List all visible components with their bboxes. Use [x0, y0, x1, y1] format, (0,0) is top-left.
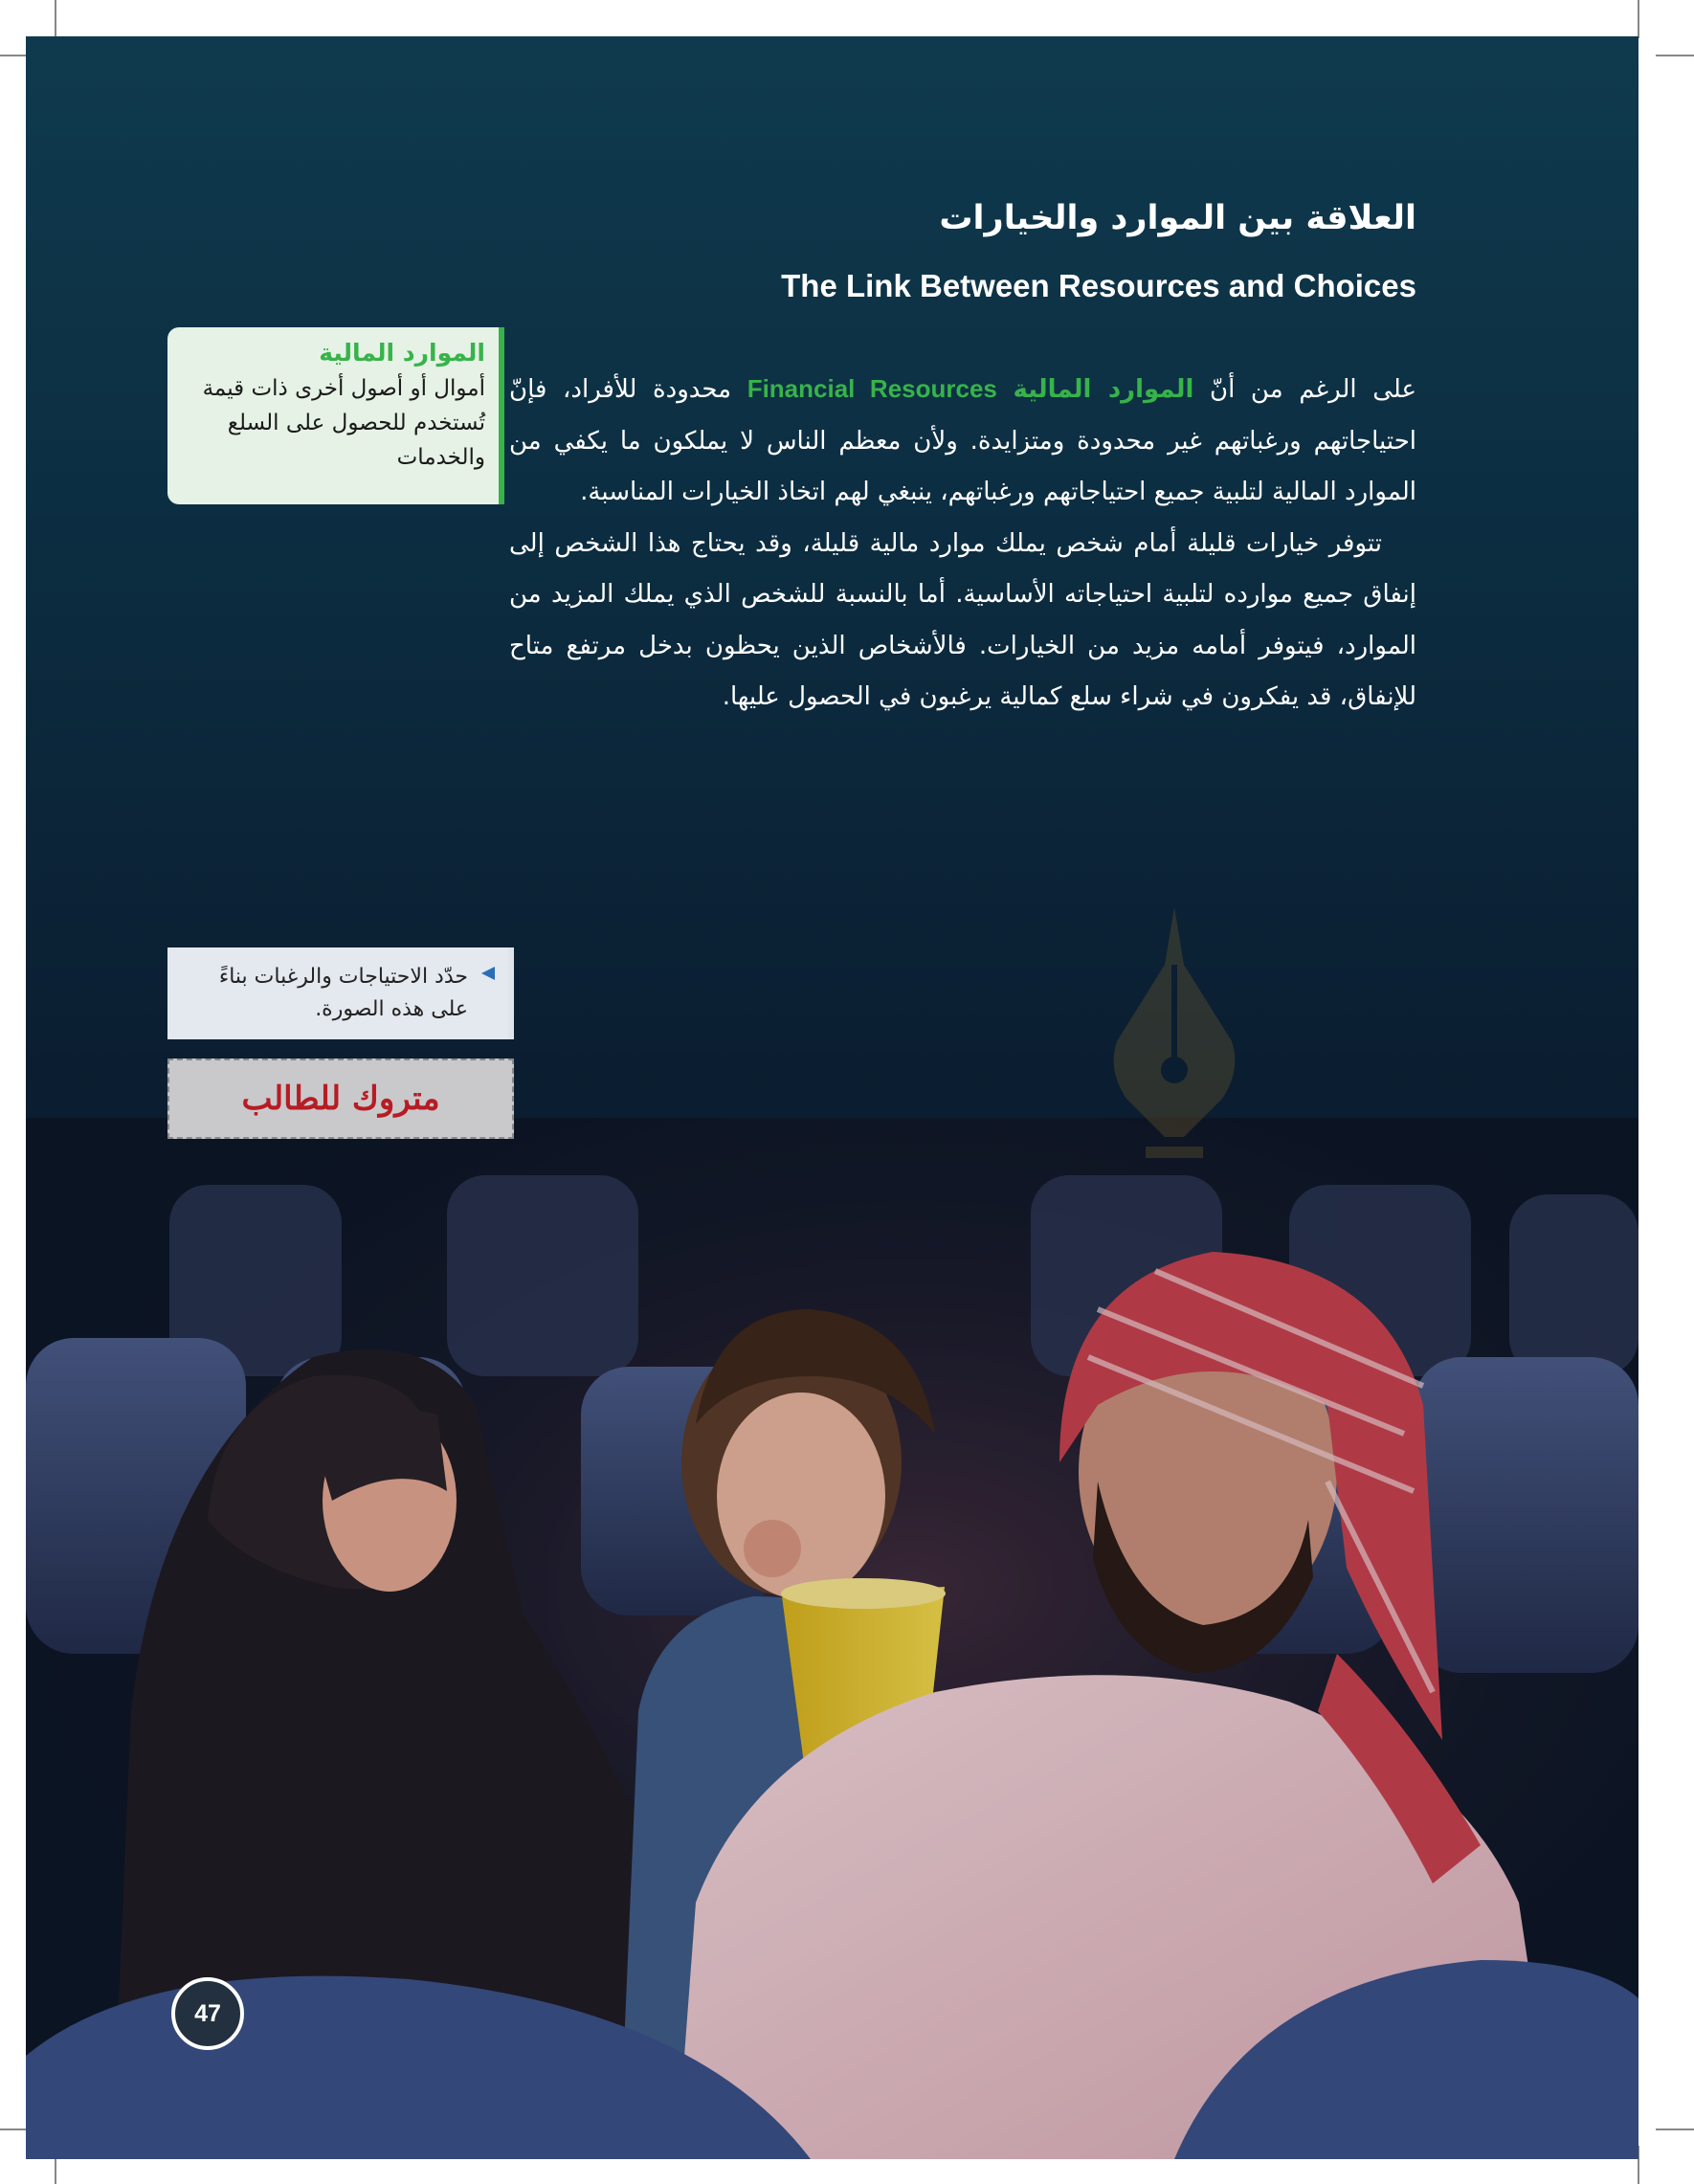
glossary-definition: أموال أو أصول أخرى ذات قيمة تُستخدم للحصول على السلع والخدمات — [202, 376, 485, 470]
page-number-badge — [171, 1977, 244, 2050]
pen-nib-watermark-icon — [1088, 907, 1260, 1223]
crop-mark-top-right-h — [1656, 55, 1694, 56]
textbook-page — [26, 36, 1638, 2159]
paragraph-1-rest: محدودة للأفراد، فإنّ احتياجاتهم ورغباتهم غير محدودة ومتزايدة. ولأن معظم الناس لا يملكون ما يكفي من الموارد المالية لتلبية جميع احتياجاتهم ورغباتهم، ينبغي لهم اتخاذ الخيارات المناسبة. — [509, 375, 1416, 506]
crop-mark-top-left-v — [55, 0, 56, 38]
glossary-box — [167, 327, 504, 504]
crop-mark-bottom-right-h — [1656, 2128, 1694, 2130]
paragraph-1 — [509, 364, 1416, 519]
triangle-left-icon — [479, 965, 497, 982]
activity-prompt: حدّد الاحتياجات والرغبات بناءً على هذه الصورة. — [218, 965, 468, 1021]
paragraph-2: تتوفر خيارات قليلة أمام شخص يملك موارد مالية قليلة، وقد يحتاج هذا الشخص إلى إنفاق جميع موارده لتلبية احتياجاته الأساسية. أما بالنسبة للشخص الذي يملك المزيد من الموارد، فيتوفر أمامه مزيد من الخيارات. فالأشخاص الذين يحظون بدخل مرتفع متاح للإنفاق، قد يفكرون في شراء سلع كمالية يرغبون في الحصول عليها. — [509, 528, 1416, 711]
activity-prompt-box — [167, 947, 514, 1039]
crop-mark-top-right-v — [1638, 0, 1639, 38]
page-number: 47 — [194, 1999, 221, 2027]
section-title-english: The Link Between Resources and Choices — [781, 268, 1416, 303]
student-answer-box — [167, 1059, 514, 1139]
body-text — [509, 364, 1416, 724]
answer-label: متروك للطالب — [241, 1080, 440, 1118]
paragraph-1-start: على الرغم من أنّ — [1193, 375, 1416, 404]
section-title-arabic: العلاقة بين الموارد والخيارات — [939, 199, 1416, 237]
keyword-financial-resources-ar: الموارد المالية — [1013, 375, 1194, 404]
glossary-term: الموارد المالية — [319, 339, 485, 367]
keyword-financial-resources-en: Financial Resources — [747, 374, 997, 403]
family-cinema-photo — [26, 1118, 1638, 2159]
